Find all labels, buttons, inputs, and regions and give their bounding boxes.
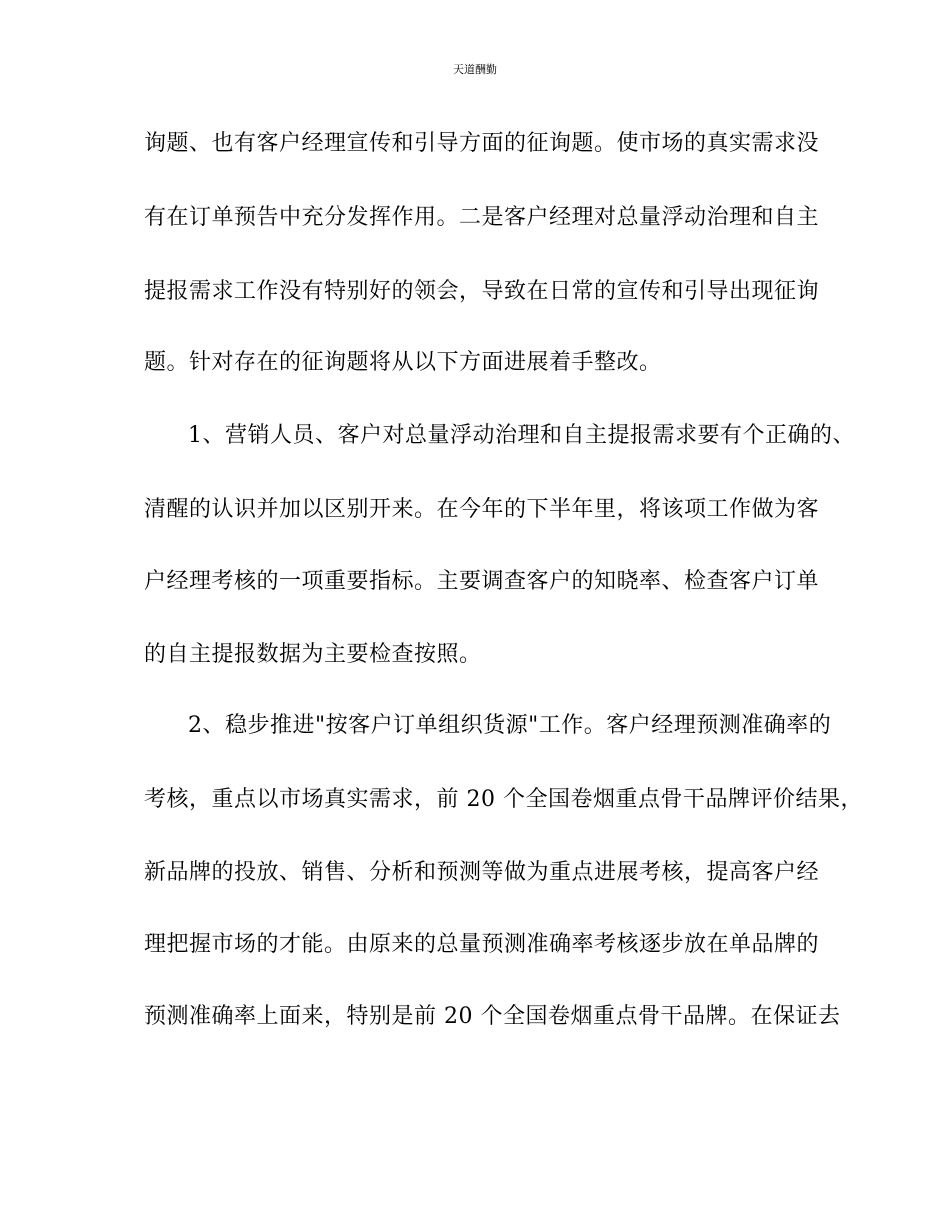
body-line: 1、营销人员、客户对总量浮动治理和自主提报需求要有个正确的、 (188, 423, 855, 448)
body-line: 询题、也有客户经理宣传和引导方面的征询题。使市场的真实需求没 (144, 131, 820, 156)
page-header: 天道酬勤 (453, 63, 497, 76)
body-line: 的自主提报数据为主要检查按照。 (144, 642, 482, 667)
body-line: 考核，重点以市场真实需求，前 20 个全国卷烟重点骨干品牌评价结果， (144, 787, 863, 812)
body-line: 2、稳步推进"按客户订单组织货源"工作。客户经理预测准确率的 (188, 713, 832, 738)
body-line: 有在订单预告中充分发挥作用。二是客户经理对总量浮动治理和自主 (144, 205, 820, 230)
body-line: 新品牌的投放、销售、分析和预测等做为重点进展考核，提高客户经 (144, 860, 820, 885)
body-line: 清醒的认识并加以区别开来。在今年的下半年里，将该项工作做为客 (144, 497, 820, 522)
body-line: 理把握市场的才能。由原来的总量预测准确率考核逐步放在单品牌的 (144, 932, 820, 957)
body-line: 户经理考核的一项重要指标。主要调查客户的知晓率、检查客户订单 (144, 569, 820, 594)
body-line: 预测准确率上面来，特别是前 20 个全国卷烟重点骨干品牌。在保证去 (144, 1004, 841, 1029)
body-line: 提报需求工作没有特别好的领会，导致在日常的宣传和引导出现征询 (144, 279, 820, 304)
body-line: 题。针对存在的征询题将从以下方面进展着手整改。 (144, 350, 662, 375)
